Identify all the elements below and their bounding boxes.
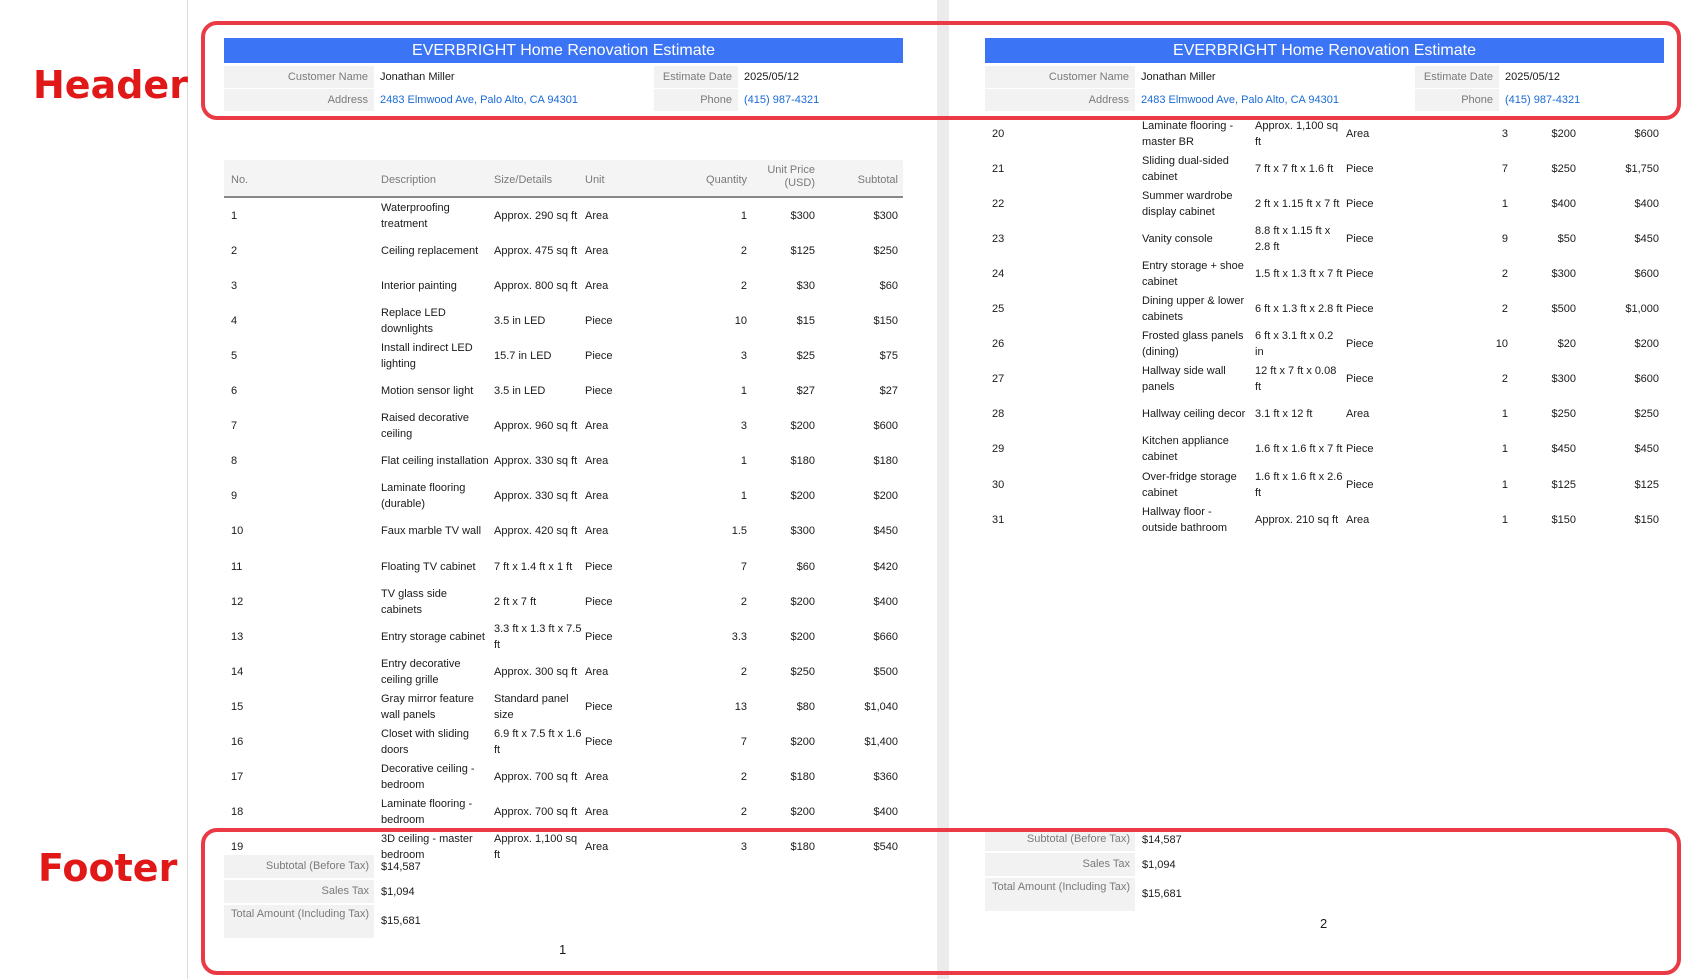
total-value: $15,681 [1142, 888, 1182, 900]
subtotal-value: $14,587 [1142, 834, 1182, 846]
row-subtotal: $250 [873, 244, 898, 257]
row-size: 3.3 ft x 1.3 ft x 7.5 ft [494, 622, 582, 651]
row-unit-price: $200 [790, 736, 815, 748]
table-row [224, 760, 903, 795]
row-quantity: 1 [1501, 408, 1508, 421]
row-unit: Piece [1346, 443, 1374, 456]
row-no: 3 [231, 279, 238, 292]
row-size: Approx. 290 sq ft [494, 209, 578, 222]
col-quantity: Quantity [706, 174, 747, 186]
row-subtotal: $540 [873, 841, 898, 854]
header-annotation-label: Header [33, 63, 188, 107]
row-quantity: 2 [740, 595, 747, 608]
row-unit: Area [585, 279, 609, 292]
row-quantity: 1 [740, 385, 747, 397]
row-subtotal: $150 [1634, 513, 1659, 526]
row-size: Approx. 960 sq ft [494, 420, 578, 433]
col-unit-price: Unit Price (USD) [767, 164, 815, 189]
table-row [985, 362, 1664, 397]
row-description: Entry storage + shoe cabinet [1142, 259, 1244, 288]
row-description: Decorative ceiling - bedroom [381, 763, 475, 792]
row-no: 17 [231, 771, 244, 784]
row-no: 9 [231, 490, 238, 503]
row-unit-price: $150 [1551, 513, 1576, 526]
table-row [985, 151, 1664, 186]
row-size: Approx. 475 sq ft [494, 244, 578, 257]
total-value: $15,681 [381, 915, 421, 927]
phone-label: Phone [654, 89, 738, 111]
row-size: 3.5 in LED [494, 385, 546, 397]
row-no: 21 [992, 162, 1005, 175]
row-unit: Piece [585, 630, 613, 643]
row-subtotal: $200 [873, 490, 898, 503]
row-unit-price: $300 [790, 525, 815, 538]
row-unit: Area [585, 420, 609, 433]
row-unit-price: $80 [796, 700, 815, 713]
total-label: Total Amount (Including Tax) [985, 878, 1135, 911]
row-no: 1 [231, 209, 238, 222]
table-row [224, 549, 903, 584]
row-subtotal: $400 [873, 595, 898, 608]
row-subtotal: $1,000 [1625, 303, 1659, 315]
row-unit-price: $180 [790, 455, 815, 468]
row-size: 7 ft x 7 ft x 1.6 ft [1255, 162, 1334, 175]
row-unit: Area [1346, 513, 1370, 526]
row-description: Hallway side wall panels [1142, 365, 1226, 394]
row-subtotal: $600 [1634, 267, 1659, 280]
row-description: Kitchen appliance cabinet [1142, 435, 1229, 464]
row-description: Motion sensor light [381, 385, 474, 397]
table-row [224, 233, 903, 268]
row-description: Frosted glass panels (dining) [1142, 330, 1244, 359]
estimate-date-value: 2025/05/12 [1505, 71, 1561, 83]
row-no: 15 [231, 700, 244, 713]
table-row [224, 584, 903, 619]
footer-annotation-label: Footer [38, 846, 178, 890]
customer-name-label: Customer Name [224, 66, 374, 88]
table-row [985, 502, 1664, 537]
col-description: Description [381, 174, 437, 186]
row-size: 2 ft x 1.15 ft x 7 ft [1255, 197, 1340, 210]
row-quantity: 3 [1501, 127, 1508, 140]
row-subtotal: $1,040 [864, 700, 898, 713]
row-unit: Area [585, 209, 609, 222]
row-description: Gray mirror feature wall panels [381, 692, 474, 721]
table-row [224, 795, 903, 830]
row-unit: Piece [1346, 373, 1374, 386]
row-description: Dining upper & lower cabinets [1142, 295, 1245, 323]
row-description: Ceiling replacement [381, 244, 479, 257]
table-row [224, 479, 903, 514]
estimate-page-2 [985, 0, 1665, 979]
row-description: TV glass side cabinets [381, 587, 448, 616]
row-subtotal: $660 [873, 630, 898, 643]
row-unit: Piece [585, 385, 613, 397]
table-row [985, 432, 1664, 467]
row-unit: Area [1346, 127, 1370, 140]
row-unit: Piece [1346, 338, 1374, 351]
row-no: 30 [992, 478, 1005, 491]
row-subtotal: $75 [879, 349, 898, 362]
row-unit-price: $30 [796, 279, 815, 292]
row-no: 28 [992, 408, 1005, 421]
row-size: 2 ft x 7 ft [494, 595, 537, 608]
row-no: 10 [231, 525, 244, 538]
row-unit-price: $60 [796, 560, 815, 573]
row-description: Closet with sliding doors [381, 728, 470, 756]
row-quantity: 1 [1501, 197, 1508, 210]
row-unit-price: $180 [790, 771, 815, 784]
row-unit-price: $500 [1551, 303, 1576, 315]
table-row [985, 116, 1664, 151]
row-no: 16 [231, 736, 244, 748]
row-quantity: 1 [740, 455, 747, 468]
row-size: 7 ft x 1.4 ft x 1 ft [494, 560, 573, 573]
subtotal-label: Subtotal (Before Tax) [985, 828, 1135, 851]
row-quantity: 10 [1495, 338, 1508, 351]
row-description: Flat ceiling installation [381, 455, 489, 468]
row-quantity: 2 [740, 279, 747, 292]
row-unit-price: $300 [790, 209, 815, 222]
row-no: 24 [992, 267, 1005, 280]
row-no: 8 [231, 455, 238, 468]
row-quantity: 2 [740, 244, 747, 257]
row-subtotal: $600 [1634, 373, 1659, 386]
row-no: 12 [231, 595, 244, 608]
row-no: 19 [231, 841, 244, 854]
row-unit: Piece [1346, 232, 1374, 245]
row-size: 1.6 ft x 1.6 ft x 7 ft [1255, 443, 1343, 456]
sales-tax-value: $1,094 [1142, 859, 1176, 871]
phone-value[interactable]: (415) 987-4321 [744, 94, 820, 106]
row-quantity: 2 [740, 665, 747, 678]
row-subtotal: $1,400 [864, 736, 898, 748]
row-size: Approx. 1,100 sq ft [1255, 119, 1339, 148]
row-description: Faux marble TV wall [381, 525, 482, 538]
row-size: Approx. 330 sq ft [494, 455, 578, 468]
table-header [224, 160, 903, 198]
row-no: 31 [992, 513, 1005, 526]
table-row [224, 409, 903, 444]
row-subtotal: $360 [873, 771, 898, 784]
row-unit-price: $200 [790, 595, 815, 608]
row-description: Vanity console [1142, 232, 1213, 245]
row-no: 25 [992, 303, 1005, 315]
row-size: 1.6 ft x 1.6 ft x 2.6 ft [1255, 470, 1343, 499]
row-quantity: 1 [1501, 478, 1508, 491]
row-description: Entry storage cabinet [381, 630, 485, 643]
row-unit: Piece [585, 560, 613, 573]
row-description: Summer wardrobe display cabinet [1142, 189, 1233, 218]
row-unit-price: $250 [1551, 408, 1576, 421]
row-description: Replace LED downlights [381, 306, 446, 335]
row-unit-price: $300 [1551, 267, 1576, 280]
row-subtotal: $27 [879, 385, 898, 397]
row-size: 1.5 ft x 1.3 ft x 7 ft [1255, 267, 1343, 280]
row-description: Sliding dual-sided cabinet [1142, 154, 1229, 183]
row-unit: Area [585, 244, 609, 257]
row-unit-price: $250 [790, 665, 815, 678]
table-row [985, 256, 1664, 291]
row-unit: Piece [585, 314, 613, 327]
row-subtotal: $1,750 [1625, 162, 1659, 175]
row-no: 26 [992, 338, 1005, 351]
total-label: Total Amount (Including Tax) [224, 905, 374, 938]
row-description: Floating TV cabinet [381, 560, 476, 573]
row-unit-price: $50 [1557, 232, 1576, 245]
row-unit-price: $200 [790, 630, 815, 643]
row-description: Waterproofing treatment [381, 201, 450, 230]
row-description: Entry decorative ceiling grille [381, 657, 461, 686]
row-description: Raised decorative ceiling [381, 412, 470, 441]
row-size: Approx. 420 sq ft [494, 525, 578, 538]
table-row [224, 303, 903, 338]
page-number: 2 [1320, 916, 1328, 931]
col-no: No. [231, 174, 249, 186]
row-unit: Area [585, 841, 609, 854]
row-subtotal: $500 [873, 665, 898, 678]
customer-name-value: Jonathan Miller [380, 71, 455, 83]
row-unit: Area [585, 525, 609, 538]
row-quantity: 7 [1501, 162, 1508, 175]
row-unit-price: $200 [790, 420, 815, 433]
row-unit-price: $200 [790, 806, 815, 819]
row-no: 6 [231, 385, 238, 397]
row-size: Approx. 700 sq ft [494, 806, 578, 819]
row-quantity: 3 [740, 349, 747, 362]
estimate-date-label: Estimate Date [1415, 66, 1499, 88]
row-quantity: 1.5 [731, 525, 747, 538]
row-subtotal: $600 [1634, 127, 1659, 140]
row-no: 11 [231, 560, 243, 573]
row-unit: Area [585, 490, 609, 503]
row-size: 8.8 ft x 1.15 ft x 2.8 ft [1255, 224, 1331, 253]
customer-name-label: Customer Name [985, 66, 1135, 88]
table-row [985, 397, 1664, 432]
row-no: 22 [992, 197, 1005, 210]
table-row [985, 186, 1664, 221]
annotation-sidebar [0, 0, 188, 979]
table-row [985, 467, 1664, 502]
row-unit-price: $400 [1551, 197, 1576, 210]
estimate-title: EVERBRIGHT Home Renovation Estimate [985, 38, 1664, 63]
col-subtotal: Subtotal [857, 174, 898, 186]
subtotal-value: $14,587 [381, 861, 421, 873]
row-description: Hallway ceiling decor [1142, 408, 1246, 421]
row-quantity: 2 [1501, 373, 1508, 386]
subtotal-label: Subtotal (Before Tax) [224, 855, 374, 878]
page-number: 1 [559, 942, 567, 957]
table-row [224, 619, 903, 654]
row-unit: Piece [585, 595, 613, 608]
estimate-date-value: 2025/05/12 [744, 71, 800, 83]
row-unit: Piece [585, 700, 613, 713]
row-description: 3D ceiling - master bedroom [381, 833, 473, 862]
row-size: 6.9 ft x 7.5 ft x 1.6 ft [494, 728, 582, 756]
row-quantity: 10 [734, 314, 747, 327]
row-subtotal: $400 [873, 806, 898, 819]
row-unit-price: $200 [1551, 127, 1576, 140]
row-size: Approx. 1,100 sq ft [494, 833, 578, 862]
row-unit: Piece [585, 736, 613, 748]
table-row [224, 444, 903, 479]
row-no: 13 [231, 630, 244, 643]
row-quantity: 1 [740, 490, 747, 503]
row-unit: Piece [1346, 162, 1374, 175]
row-unit: Piece [1346, 267, 1374, 280]
row-unit-price: $200 [790, 490, 815, 503]
row-no: 7 [231, 420, 238, 433]
table-row [985, 292, 1664, 327]
row-unit: Area [585, 771, 609, 784]
row-description: Interior painting [381, 279, 457, 292]
row-subtotal: $250 [1634, 408, 1659, 421]
address-label: Address [224, 89, 374, 111]
row-unit: Area [1346, 408, 1370, 421]
row-unit-price: $250 [1551, 162, 1576, 175]
row-description: Install indirect LED lighting [381, 341, 473, 370]
row-unit-price: $300 [1551, 373, 1576, 386]
row-description: Hallway floor - outside bathroom [1142, 505, 1227, 534]
row-unit-price: $25 [796, 349, 815, 362]
row-subtotal: $420 [873, 560, 898, 573]
row-size: Approx. 800 sq ft [494, 279, 578, 292]
row-unit-price: $180 [790, 841, 815, 854]
table-row [224, 338, 903, 373]
row-subtotal: $600 [873, 420, 898, 433]
row-size: 3.5 in LED [494, 314, 546, 327]
table-row [224, 514, 903, 549]
row-no: 4 [231, 314, 238, 327]
table-row [224, 268, 903, 303]
row-quantity: 3.3 [731, 630, 747, 643]
row-quantity: 1 [1501, 443, 1508, 456]
row-description: Laminate flooring - bedroom [381, 798, 473, 827]
table-row [985, 221, 1664, 256]
row-unit: Piece [1346, 478, 1374, 491]
estimate-title: EVERBRIGHT Home Renovation Estimate [224, 38, 903, 63]
col-unit: Unit [585, 174, 605, 186]
row-size: Approx. 300 sq ft [494, 665, 578, 678]
row-subtotal: $180 [873, 455, 898, 468]
row-unit: Piece [1346, 197, 1374, 210]
row-quantity: 3 [740, 841, 747, 854]
address-value[interactable]: 2483 Elmwood Ave, Palo Alto, CA 94301 [380, 94, 578, 106]
row-quantity: 7 [740, 560, 747, 573]
row-subtotal: $300 [873, 209, 898, 222]
row-quantity: 1 [740, 209, 747, 222]
row-unit-price: $27 [796, 385, 815, 397]
row-quantity: 2 [1501, 267, 1508, 280]
table-row [224, 654, 903, 689]
row-subtotal: $450 [1634, 443, 1659, 456]
row-no: 18 [231, 806, 244, 819]
row-unit: Piece [585, 349, 613, 362]
page-gutter [937, 0, 949, 979]
row-unit: Piece [1346, 303, 1374, 315]
row-no: 20 [992, 127, 1005, 140]
table-row [224, 198, 903, 233]
row-subtotal: $125 [1634, 478, 1659, 491]
row-quantity: 2 [740, 806, 747, 819]
table-row [985, 327, 1664, 362]
row-unit: Area [585, 806, 609, 819]
sales-tax-label: Sales Tax [224, 880, 374, 903]
address-label: Address [985, 89, 1135, 111]
phone-value[interactable]: (415) 987-4321 [1505, 94, 1581, 106]
row-no: 5 [231, 349, 238, 362]
row-size: 6 ft x 1.3 ft x 2.8 ft [1255, 303, 1343, 315]
row-subtotal: $450 [1634, 232, 1659, 245]
row-quantity: 3 [740, 420, 747, 433]
row-no: 14 [231, 665, 244, 678]
sales-tax-label: Sales Tax [985, 853, 1135, 876]
row-size: Approx. 700 sq ft [494, 771, 578, 784]
address-value[interactable]: 2483 Elmwood Ave, Palo Alto, CA 94301 [1141, 94, 1339, 106]
row-description: Laminate flooring (durable) [381, 482, 466, 511]
row-unit-price: $450 [1551, 443, 1576, 456]
row-unit-price: $15 [796, 314, 815, 327]
estimate-page-1 [224, 0, 904, 979]
row-quantity: 2 [740, 771, 747, 784]
row-unit: Area [585, 455, 609, 468]
row-no: 29 [992, 443, 1005, 456]
row-size: Approx. 330 sq ft [494, 490, 578, 503]
row-no: 23 [992, 232, 1005, 245]
row-quantity: 13 [734, 700, 747, 713]
row-subtotal: $450 [873, 525, 898, 538]
sales-tax-value: $1,094 [381, 886, 415, 898]
row-unit-price: $20 [1557, 338, 1576, 351]
row-quantity: 2 [1501, 303, 1508, 315]
row-unit-price: $125 [790, 244, 815, 257]
row-size: 12 ft x 7 ft x 0.08 ft [1255, 365, 1337, 394]
phone-label: Phone [1415, 89, 1499, 111]
row-size: 15.7 in LED [494, 349, 552, 362]
customer-name-value: Jonathan Miller [1141, 71, 1216, 83]
estimate-date-label: Estimate Date [654, 66, 738, 88]
row-description: Laminate flooring - master BR [1142, 119, 1234, 148]
row-description: Over-fridge storage cabinet [1142, 470, 1237, 499]
row-quantity: 1 [1501, 513, 1508, 526]
row-subtotal: $200 [1634, 338, 1659, 351]
table-row [224, 689, 903, 724]
row-quantity: 9 [1501, 232, 1508, 245]
row-subtotal: $400 [1634, 197, 1659, 210]
row-size: 3.1 ft x 12 ft [1255, 408, 1313, 421]
row-subtotal: $60 [879, 279, 898, 292]
row-subtotal: $150 [873, 314, 898, 327]
table-row [224, 374, 903, 409]
row-unit: Area [585, 665, 609, 678]
row-size: 6 ft x 3.1 ft x 0.2 in [1255, 330, 1334, 359]
table-row [224, 725, 903, 760]
row-quantity: 7 [740, 736, 747, 748]
row-size: Approx. 210 sq ft [1255, 513, 1339, 526]
row-unit-price: $125 [1551, 478, 1576, 491]
row-size: Standard panel size [494, 692, 569, 721]
col-size: Size/Details [494, 174, 553, 186]
row-no: 27 [992, 373, 1005, 386]
row-no: 2 [231, 244, 238, 257]
